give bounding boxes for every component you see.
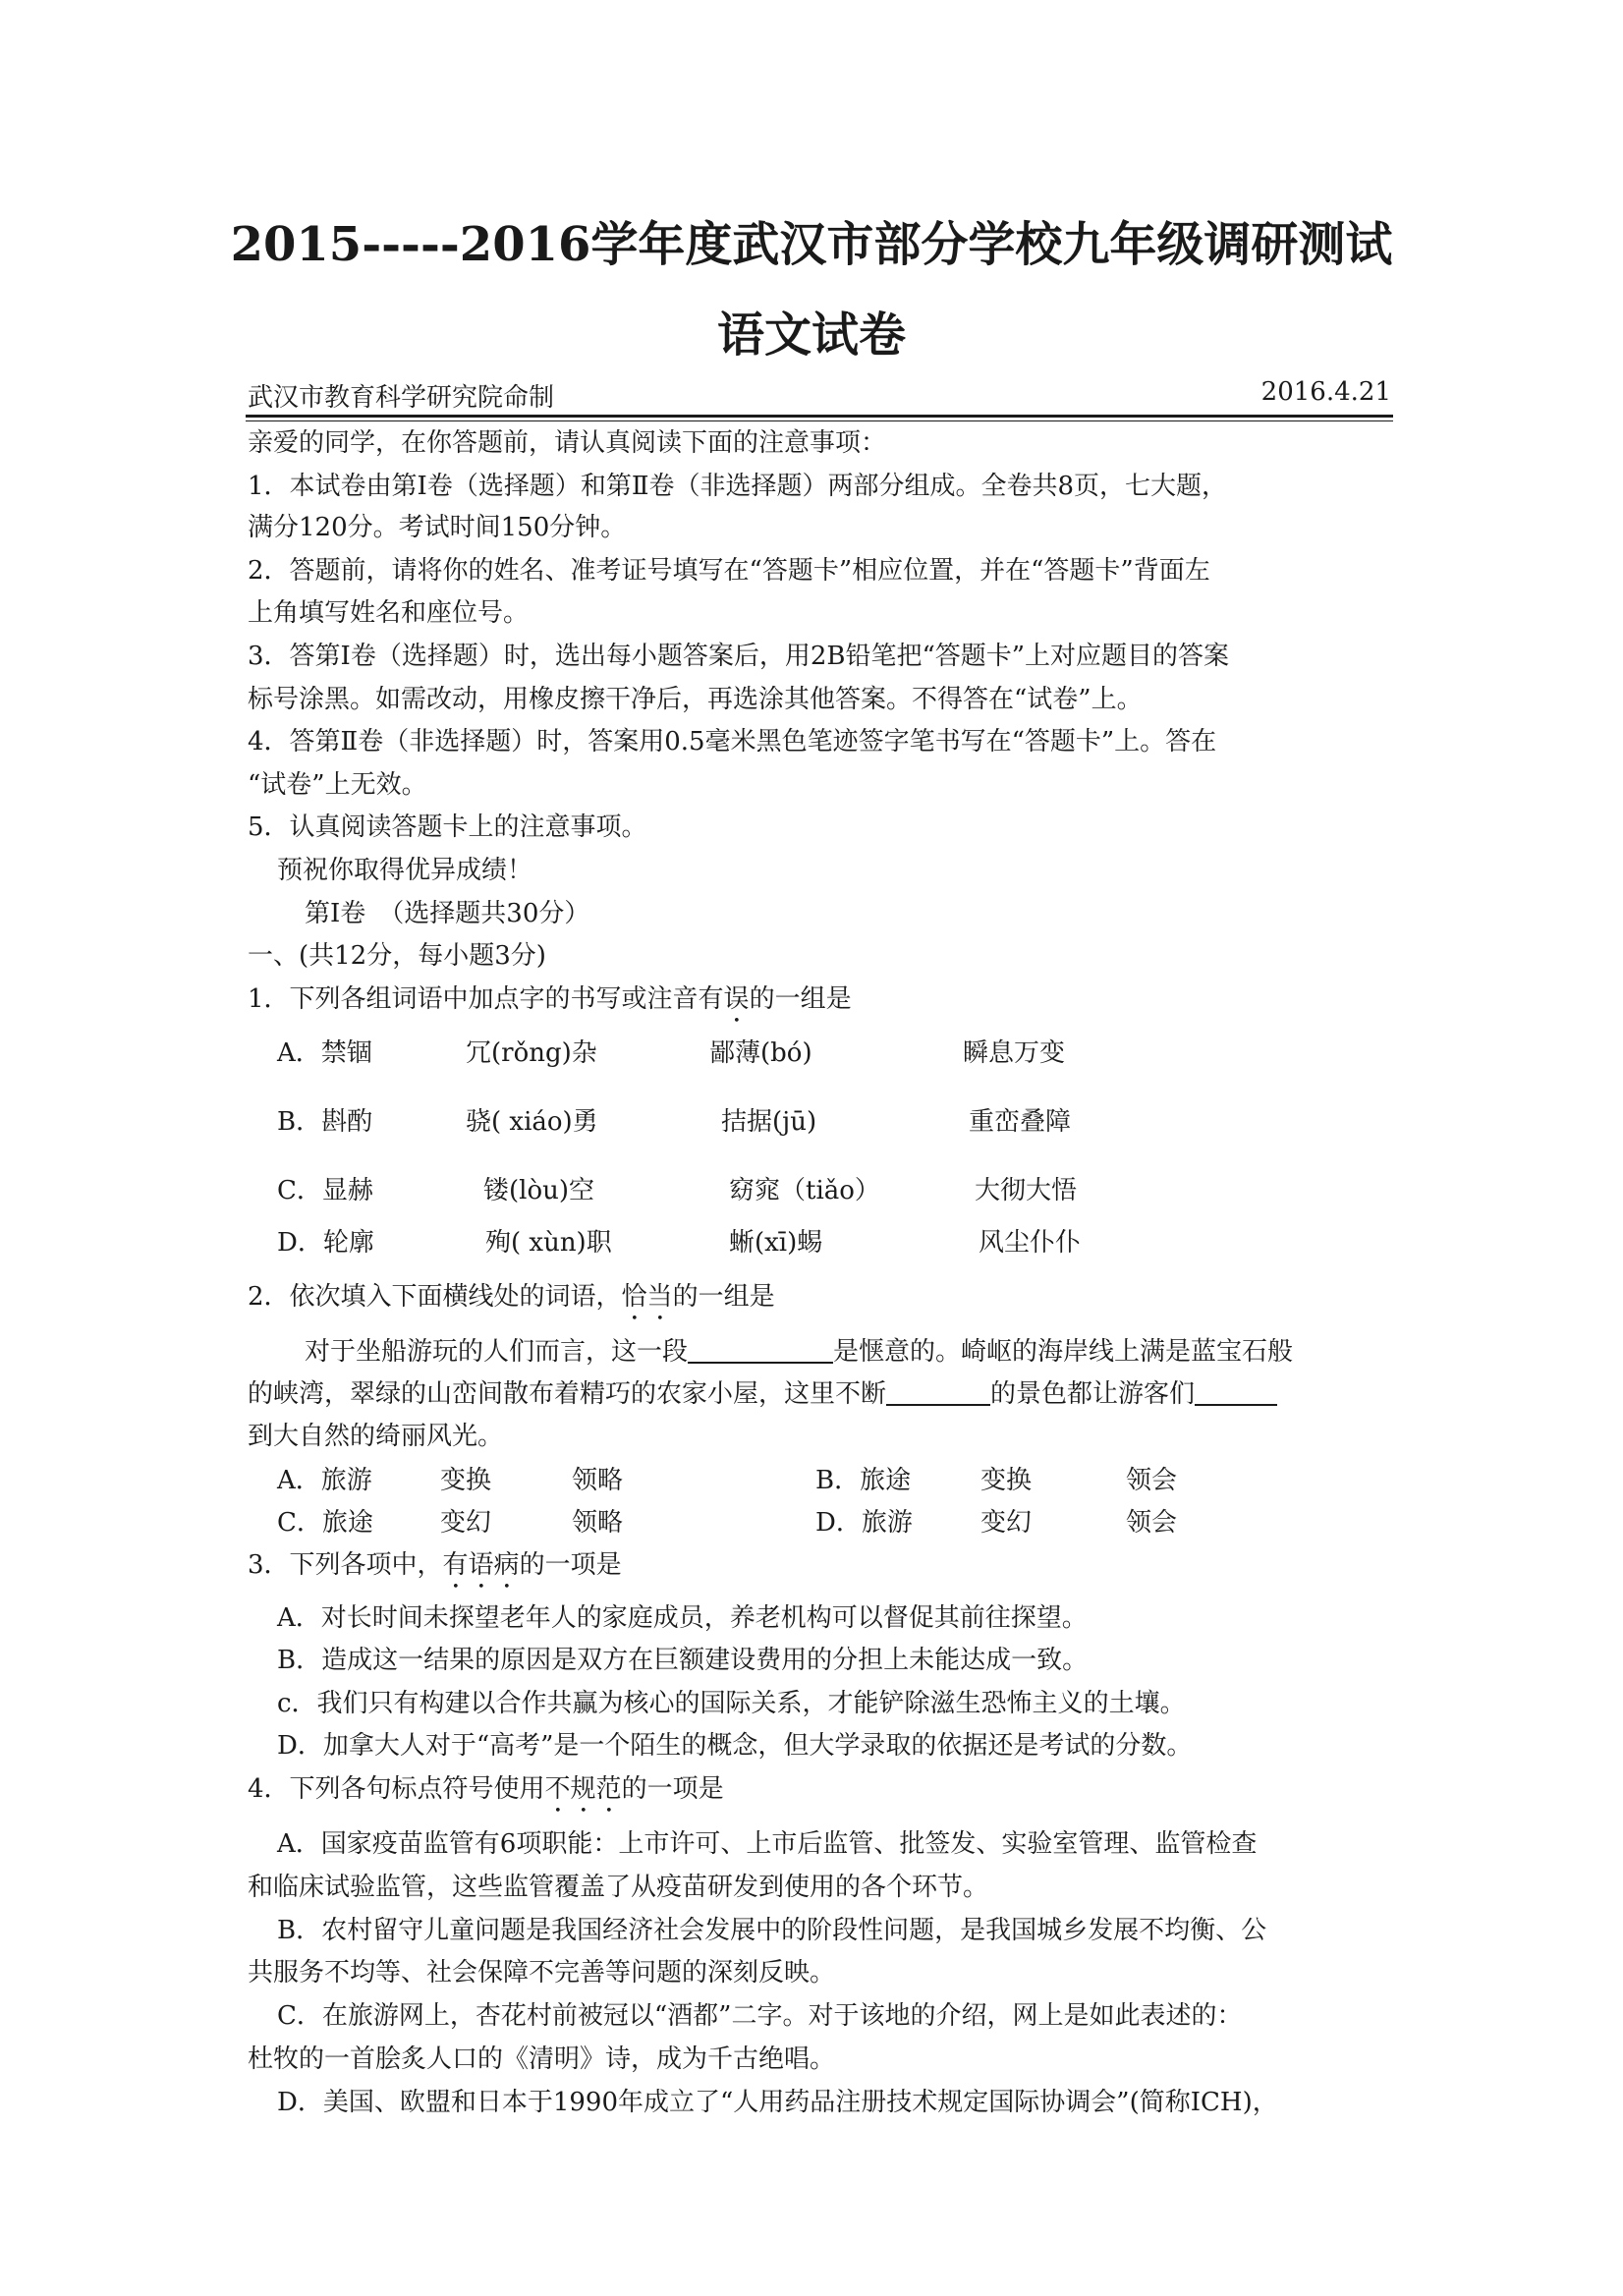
q2-passage-line: 到大自然的绮丽风光。 [248, 1422, 504, 1451]
header-rule-thick [246, 415, 1393, 418]
q2-option-a-word2: 变换 [440, 1466, 492, 1495]
note-line: 上角填写姓名和座位号。 [248, 598, 530, 628]
note-line: 满分120分。考试时间150分钟。 [248, 513, 627, 542]
header-rule-thin [246, 420, 1393, 421]
q2-option-b-word2: 变换 [980, 1466, 1033, 1495]
q2-option-d-word1: D．旅游 [815, 1508, 913, 1538]
section-heading: 一、(共12分，每小题3分) [248, 941, 546, 971]
volume-heading: 第Ⅰ卷 （选择题共30分） [305, 899, 590, 928]
note-line: 3．答第Ⅰ卷（选择题）时，选出每小题答案后，用2B铅笔把“答题卡”上对应题目的答案 [248, 642, 1230, 671]
note-line: “试卷”上无效。 [248, 770, 427, 800]
q1-option-c-word3: 窈窕（tiǎo） [729, 1176, 880, 1205]
exam-date: 2016.4.21 [1260, 377, 1391, 407]
emphasis-mark: 有语病 [442, 1550, 520, 1580]
q1-option-b-word2: 骁( xiáo)勇 [466, 1107, 598, 1137]
exam-title: 2015-----2016学年度武汉市部分学校九年级调研测试 [230, 217, 1393, 272]
emphasis-mark: 不规范 [544, 1774, 622, 1804]
q1-option-a-word3: 鄙薄(bó) [709, 1038, 812, 1068]
q2-option-b-word3: 领会 [1126, 1466, 1178, 1495]
q4-option-line: 和临床试验监管，这些监管覆盖了从疫苗研发到使用的各个环节。 [248, 1873, 989, 1902]
q1-option-a-word2: 冗(rǒng)杂 [466, 1038, 597, 1068]
q1-option-d-word4: 风尘仆仆 [979, 1228, 1082, 1258]
emphasis-mark: 误 [723, 984, 750, 1014]
note-line: 标号涂黑。如需改动，用橡皮擦干净后，再选涂其他答案。不得答在“试卷”上。 [248, 685, 1143, 714]
q4-option-line: B．农村留守儿童问题是我国经济社会发展中的阶段性问题，是我国城乡发展不均衡、公 [277, 1916, 1267, 1945]
emphasis-mark: 恰当 [621, 1282, 673, 1312]
q2-option-d-word3: 领会 [1126, 1508, 1178, 1538]
q1-option-b-word4: 重峦叠障 [969, 1107, 1072, 1137]
q4-option-line: A．国家疫苗监管有6项职能：上市许可、上市后监管、批签发、实验室管理、监管检查 [277, 1829, 1258, 1859]
q2-option-a-word1: A．旅游 [277, 1466, 372, 1495]
q3-option-a: A．对长时间未探望老年人的家庭成员，养老机构可以督促其前往探望。 [277, 1603, 1088, 1633]
fill-blank [886, 1378, 990, 1406]
note-line: 1．本试卷由第Ⅰ卷（选择题）和第Ⅱ卷（非选择题）两部分组成。全卷共8页，七大题， [248, 472, 1228, 501]
q1-option-d-word1: D．轮廓 [277, 1228, 374, 1258]
question-2-stem: 2．依次填入下面横线处的词语，恰当的一组是 [248, 1282, 775, 1312]
q2-passage-line: 的峡湾，翠绿的山峦间散布着精巧的农家小屋，这里不断 的景色都让游客们 [248, 1378, 1277, 1409]
q2-option-c-word3: 领略 [572, 1508, 624, 1538]
q4-option-line: 共服务不均等、社会保障不完善等问题的深刻反映。 [248, 1958, 836, 1988]
q1-option-c-word1: C．显赫 [277, 1176, 373, 1205]
q1-option-d-word3: 蜥(xī)蜴 [729, 1228, 823, 1258]
q1-option-d-word2: 殉( xùn)职 [485, 1228, 612, 1258]
q1-option-c-word4: 大彻大悟 [975, 1176, 1078, 1205]
q3-option-d: D．加拿大人对于“高考”是一个陌生的概念，但大学录取的依据还是考试的分数。 [277, 1731, 1193, 1761]
q1-option-b-word3: 拮据(jū) [721, 1107, 817, 1137]
q2-option-b-word1: B．旅途 [815, 1466, 912, 1495]
q4-option-line: C．在旅游网上，杏花村前被冠以“酒都”二字。对于该地的介绍，网上是如此表述的： [277, 2001, 1243, 2031]
q2-option-d-word2: 变幻 [980, 1508, 1033, 1538]
q1-option-c-word2: 镂(lòu)空 [483, 1176, 595, 1205]
q1-option-a-word1: A．禁锢 [277, 1038, 372, 1068]
exam-subtitle: 语文试卷 [716, 308, 906, 363]
note-line: 2．答题前，请将你的姓名、准考证号填写在“答题卡”相应位置，并在“答题卡”背面左 [248, 556, 1210, 586]
note-line: 5．认真阅读答题卡上的注意事项。 [248, 812, 647, 842]
q2-option-c-word1: C．旅途 [277, 1508, 373, 1538]
note-line: 4．答第Ⅱ卷（非选择题）时，答案用0.5毫米黑色笔迹签字笔书写在“答题卡”上。答在 [248, 727, 1217, 756]
q1-option-a-word4: 瞬息万变 [963, 1038, 1066, 1068]
publisher: 武汉市教育科学研究院命制 [248, 383, 555, 413]
question-3-stem: 3．下列各项中，有语病的一项是 [248, 1550, 622, 1580]
q2-option-a-word3: 领略 [572, 1466, 624, 1495]
intro-line: 亲爱的同学，在你答题前，请认真阅读下面的注意事项： [248, 428, 887, 458]
question-4-stem: 4．下列各句标点符号使用不规范的一项是 [248, 1774, 724, 1804]
q2-passage-line: 对于坐船游玩的人们而言，这一段 是惬意的。崎岖的海岸线上满是蓝宝石般 [305, 1337, 1294, 1367]
q2-option-c-word2: 变幻 [440, 1508, 492, 1538]
q4-option-line: 杜牧的一首脍炙人口的《清明》诗，成为千古绝唱。 [248, 2044, 836, 2074]
fill-blank [688, 1336, 833, 1364]
q3-option-b: B．造成这一结果的原因是双方在巨额建设费用的分担上未能达成一致。 [277, 1646, 1089, 1675]
fill-blank [1195, 1378, 1277, 1406]
wish-line: 预祝你取得优异成绩！ [277, 856, 533, 885]
q3-option-c: c．我们只有构建以合作共赢为核心的国际关系，才能铲除滋生恐怖主义的土壤。 [277, 1689, 1186, 1718]
question-1-stem: 1．下列各组词语中加点字的书写或注音有误的一组是 [248, 984, 852, 1014]
q4-option-line: D．美国、欧盟和日本于1990年成立了“人用药品注册技术规定国际协调会”(简称ICH)， [277, 2088, 1278, 2117]
q1-option-b-word1: B．斟酌 [277, 1107, 373, 1137]
